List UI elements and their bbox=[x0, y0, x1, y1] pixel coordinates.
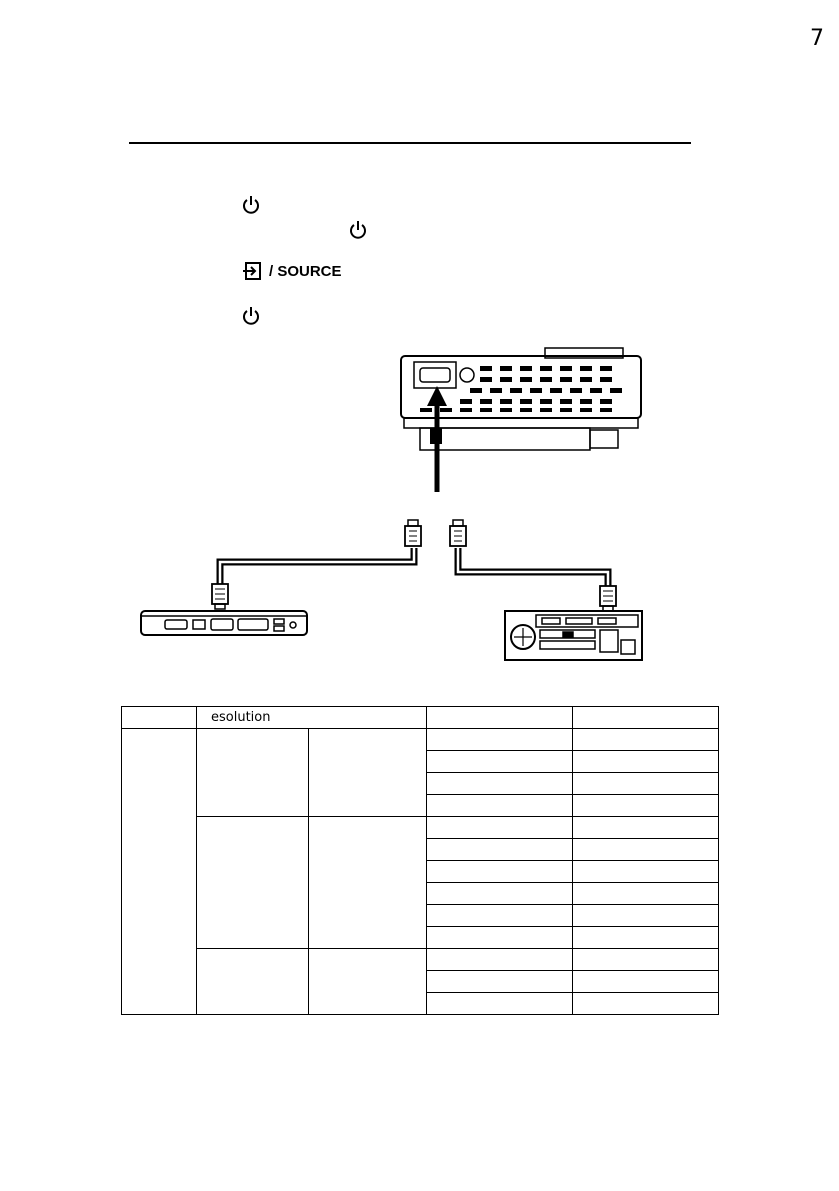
table-cell bbox=[427, 993, 573, 1015]
table-cell bbox=[427, 795, 573, 817]
table-cell bbox=[573, 795, 719, 817]
table-header-row bbox=[122, 707, 719, 729]
table-row bbox=[122, 949, 719, 971]
laptop-illustration bbox=[141, 611, 307, 635]
vga-cable bbox=[212, 520, 616, 611]
table-cell bbox=[197, 729, 309, 817]
table-cell bbox=[427, 729, 573, 751]
table-cell bbox=[427, 949, 573, 971]
table-cell bbox=[197, 817, 309, 949]
table-cell bbox=[573, 729, 719, 751]
table-cell bbox=[309, 729, 427, 817]
table-cell bbox=[309, 949, 427, 1015]
page-number: 7 bbox=[810, 26, 824, 51]
table-cell bbox=[573, 949, 719, 971]
desktop-computer-illustration bbox=[505, 611, 642, 660]
table-cell bbox=[573, 773, 719, 795]
table-cell bbox=[427, 773, 573, 795]
table-header-cell-resolution: esolution bbox=[197, 707, 427, 729]
table-cell bbox=[573, 905, 719, 927]
table-cell bbox=[427, 817, 573, 839]
table-cell bbox=[573, 883, 719, 905]
table-row bbox=[122, 817, 719, 839]
table-cell bbox=[573, 839, 719, 861]
table-cell bbox=[427, 861, 573, 883]
table-cell bbox=[573, 993, 719, 1015]
table-cell bbox=[427, 905, 573, 927]
table-cell bbox=[427, 927, 573, 949]
table-cell bbox=[573, 817, 719, 839]
table-cell bbox=[573, 927, 719, 949]
source-label-text: / SOURCE bbox=[269, 262, 342, 280]
table-cell bbox=[573, 861, 719, 883]
table-cell bbox=[309, 817, 427, 949]
table-cell bbox=[573, 971, 719, 993]
table-cell bbox=[197, 949, 309, 1015]
resolution-table bbox=[121, 706, 719, 1015]
table-cell bbox=[573, 751, 719, 773]
table-header-cell bbox=[427, 707, 573, 729]
table-cell bbox=[122, 729, 197, 1015]
table-header-cell bbox=[573, 707, 719, 729]
table-cell bbox=[427, 971, 573, 993]
table-cell bbox=[427, 839, 573, 861]
table-row bbox=[122, 729, 719, 751]
table-cell bbox=[427, 751, 573, 773]
table-cell bbox=[427, 883, 573, 905]
table-header-cell bbox=[122, 707, 197, 729]
